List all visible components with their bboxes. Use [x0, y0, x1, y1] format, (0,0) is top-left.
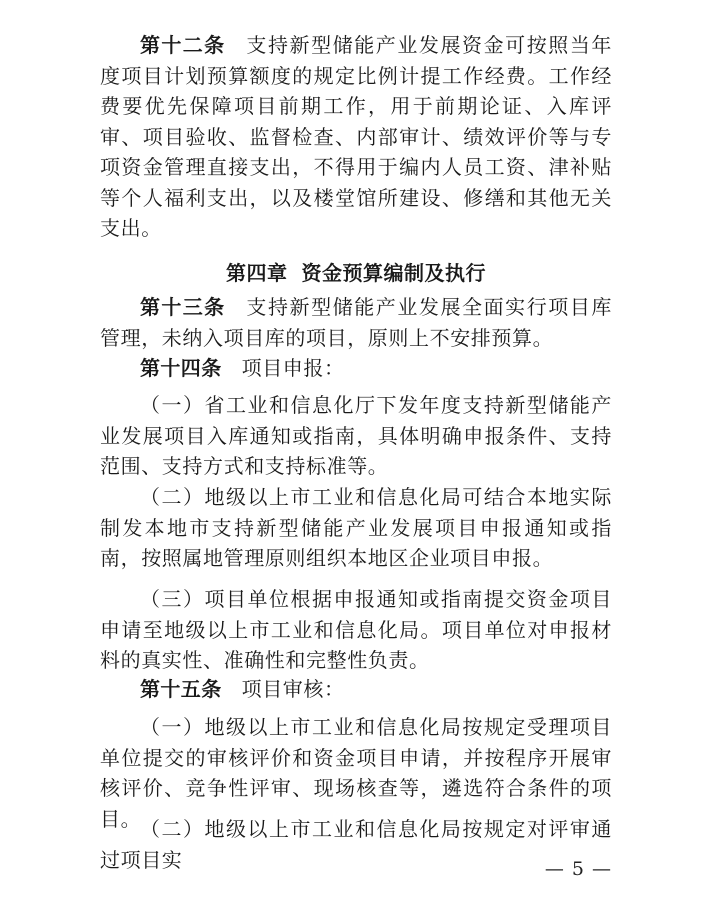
clause-14-2: （二）地级以上市工业和信息化局可结合本地实际制发本地市支持新型储能产业发展项目申报通知或指南，按照属地管理原则组织本地区企业项目申报。	[100, 485, 612, 570]
clause-15-2: （二）地级以上市工业和信息化局按规定对评审通过项目实	[100, 817, 612, 872]
article-label: 第十二条	[140, 33, 226, 57]
article-text: 项目申报：	[241, 356, 345, 380]
article-label: 第十三条	[140, 295, 226, 319]
article-15-paragraph	[100, 674, 612, 705]
chapter-heading	[100, 258, 612, 288]
clause-15-1: （一）地级以上市工业和信息化局按规定受理项目单位提交的审核评价和资金项目申请，并按程序开展审核评价、竞争性评审、现场核查等，遴选符合条件的项目。	[100, 715, 612, 831]
chapter-label: 第四章	[226, 261, 288, 285]
article-text: 项目审核：	[241, 677, 345, 701]
article-label: 第十四条	[140, 356, 222, 380]
article-13-paragraph	[100, 292, 612, 353]
article-text: 支持新型储能产业发展资金可按照当年度项目计划预算额度的规定比例计提工作经费。工作经费要优先保障项目前期工作，用于前期论证、入库评审、项目验收、监督检查、内部审计、绩效评价等与专项资金管理直接支出，不得用于编内人员工资、津补贴等个人福利支出，以及楼堂馆所建设、修缮和其他无关支出。	[100, 33, 612, 240]
clause-14-3: （三）项目单位根据申报通知或指南提交资金项目申请至地级以上市工业和信息化局。项目单位对申报材料的真实性、准确性和完整性负责。	[100, 587, 612, 672]
article-text: 支持新型储能产业发展全面实行项目库管理，未纳入项目库的项目，原则上不安排预算。	[100, 295, 612, 350]
article-label: 第十五条	[140, 677, 222, 701]
chapter-title: 资金预算编制及执行	[301, 261, 486, 285]
article-12-paragraph	[100, 30, 612, 244]
article-14-paragraph	[100, 353, 612, 384]
page-number: — 5 —	[544, 858, 612, 880]
clause-14-1: （一）省工业和信息化厅下发年度支持新型储能产业发展项目入库通知或指南，具体明确申报条件、支持范围、支持方式和支持标准等。	[100, 393, 612, 478]
